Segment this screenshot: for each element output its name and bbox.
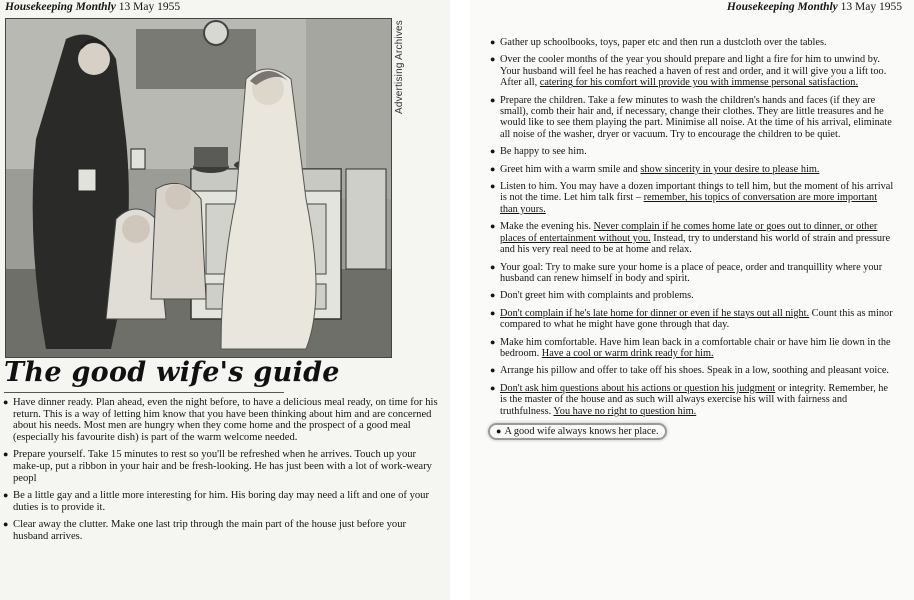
tip-item [3, 519, 443, 542]
tip-phrase: Make him comfortable. Have him lean back in a comfortable chair or have him lie down in the bedroom. [500, 336, 891, 359]
tip-text: Be a little gay and a little more interesting for him. His boring day may need a lift and one of your duties is to provide it. [13, 490, 429, 513]
bullet-icon: ● [490, 365, 496, 376]
tip-phrase: Your goal: Try to make sure your home is a place of peace, order and tranquillity where your husband can renew himself in body and spirit. [500, 261, 883, 284]
left-page [0, 0, 450, 600]
photo-credit: Advertising Archives [394, 20, 405, 115]
bullet-icon: ● [490, 163, 496, 174]
circled-highlight [488, 423, 667, 440]
bullet-icon: ● [490, 261, 496, 272]
tip-item [490, 308, 895, 331]
publication-name: Housekeeping Monthly [726, 1, 838, 13]
publication-name: Housekeeping Monthly [5, 1, 116, 13]
tip-item [490, 37, 895, 48]
bullet-icon: ● [490, 290, 496, 301]
issue-date: 13 May 1955 [118, 1, 181, 13]
bullet-icon: ● [490, 94, 496, 105]
underlined-phrase: Don't complain if he's late home for dinner or even if he stays out all night. [500, 307, 810, 319]
masthead [727, 1, 902, 13]
tip-phrase: Gather up schoolbooks, toys, paper etc and then run a dustcloth over the tables. [500, 37, 827, 48]
bullet-icon: ● [490, 307, 496, 318]
tip-text [500, 146, 587, 157]
article-headline: The good wife's guide [4, 357, 340, 388]
underlined-phrase: Never complain if he comes home late or goes out to dinner, or other places of entertainment without you. [500, 221, 878, 244]
tip-phrase: Greet him with a warm smile and [500, 163, 641, 175]
underlined-phrase: Have a cool or warm drink ready for him. [541, 347, 714, 359]
tip-text [500, 37, 827, 48]
underlined-phrase: catering for his comfort will provide you with immense personal satisfaction. [539, 77, 859, 89]
tip-item [3, 490, 443, 513]
highlighted-tip-item [490, 423, 895, 440]
tip-text [500, 221, 890, 255]
tip-phrase: Arrange his pillow and offer to take off his shoes. Speak in a low, soothing and pleasant voice. [500, 365, 890, 377]
tip-text [500, 365, 889, 376]
bullet-icon: ● [490, 181, 496, 192]
tip-item [490, 262, 895, 285]
tip-item [490, 290, 895, 301]
bullet-icon: ● [490, 382, 496, 393]
tip-text [500, 337, 891, 359]
masthead [5, 1, 180, 13]
right-tip-list [490, 37, 895, 446]
issue-date: 13 May 1955 [840, 1, 902, 13]
underlined-phrase: Don't ask him questions about his actions or question his judgment [500, 382, 776, 394]
bullet-icon: ● [490, 37, 496, 47]
tip-item [490, 383, 895, 417]
tip-item [490, 54, 895, 88]
tip-phrase: Prepare the children. Take a few minutes to wash the children's hands and faces (if they are small), comb their hair and, if necessary, change their clothes. They are little treasures and he would like to see them playing the part. Minimise all noise. At the time of his arrival, eliminate all noise of the washer, dryer or vacuum. Try to encourage the children to be quiet. [500, 94, 892, 140]
underlined-phrase: remember, his topics of conversation are more important than yours. [500, 192, 878, 215]
tip-phrase: Don't greet him with complaints and problems. [500, 290, 694, 302]
tip-text [500, 308, 893, 330]
tip-text [500, 164, 819, 175]
tip-item [490, 95, 895, 141]
tip-text [500, 383, 888, 417]
tip-text: Clear away the clutter. Make one last trip through the main part of the house just before your husband arrives. [13, 519, 407, 542]
tip-text [500, 262, 882, 284]
tip-phrase: Over the cooler months of the year you should prepare and light a fire for him to unwind by. Your husband will feel he has reached a haven of rest and order, and it will give you a lift too. After all, [500, 54, 887, 89]
tip-phrase: Make the evening his. [500, 221, 594, 233]
underlined-phrase: You have no right to question him. [553, 405, 697, 417]
tip-text [500, 290, 694, 301]
tip-text [500, 54, 886, 88]
bullet-icon: ● [3, 519, 9, 530]
bullet-icon: ● [490, 146, 496, 157]
tip-text: Have dinner ready. Plan ahead, even the night before, to have a delicious meal ready, on time for his return. This is a way of letting him know that you have been thinking about him and are concerned about his needs. Most men are hungry when they come home and the prospect of a good meal (especially his favourite dish) is part of the warm welcome needed. [13, 397, 438, 443]
bullet-icon: ● [3, 397, 9, 407]
bullet-icon: ● [490, 336, 496, 347]
tip-text [500, 181, 893, 215]
left-tip-list [3, 397, 443, 549]
tip-text: Prepare yourself. Take 15 minutes to rest so you'll be refreshed when he arrives. Touch up your make-up, put a ribbon in your hair and be fresh-looking. He has just been with a lot of work-weary peopl [13, 449, 432, 484]
tip-item [490, 337, 895, 360]
bullet-icon: ● [3, 449, 9, 460]
tip-phrase: Count this as minor compared to what he might have gone through that day. [500, 307, 893, 331]
tip-item [490, 181, 895, 215]
bullet-icon: ● [490, 54, 496, 65]
bullet-icon: ● [3, 490, 9, 501]
tip-phrase: Instead, try to understand his world of strain and pressure and his very real need to be at home and relax. [500, 232, 891, 256]
underlined-phrase: show sincerity in your desire to please him. [640, 163, 820, 175]
page-gutter [450, 0, 470, 600]
tip-text [504, 426, 658, 437]
tip-item [3, 449, 443, 484]
bullet-icon: ● [496, 425, 502, 436]
tip-phrase: Listen to him. You may have a dozen important things to tell him, but the moment of his arrival is not the time. Let him talk first – [500, 181, 894, 204]
right-page [470, 0, 914, 600]
tip-phrase: or integrity. Remember, he is the master of the house and as such will always exercise his will with fairness and truthfulness. [500, 382, 889, 417]
tip-item [490, 164, 895, 175]
headline-rule [4, 392, 284, 393]
tip-text [500, 95, 892, 140]
vintage-kitchen-photo [5, 18, 392, 358]
tip-phrase: A good wife always knows her place. [504, 425, 659, 437]
bullet-icon: ● [490, 221, 496, 232]
tip-item [3, 397, 443, 443]
tip-phrase: Be happy to see him. [500, 146, 587, 158]
tip-item [490, 146, 895, 157]
tip-item [490, 365, 895, 376]
tip-item [490, 221, 895, 255]
